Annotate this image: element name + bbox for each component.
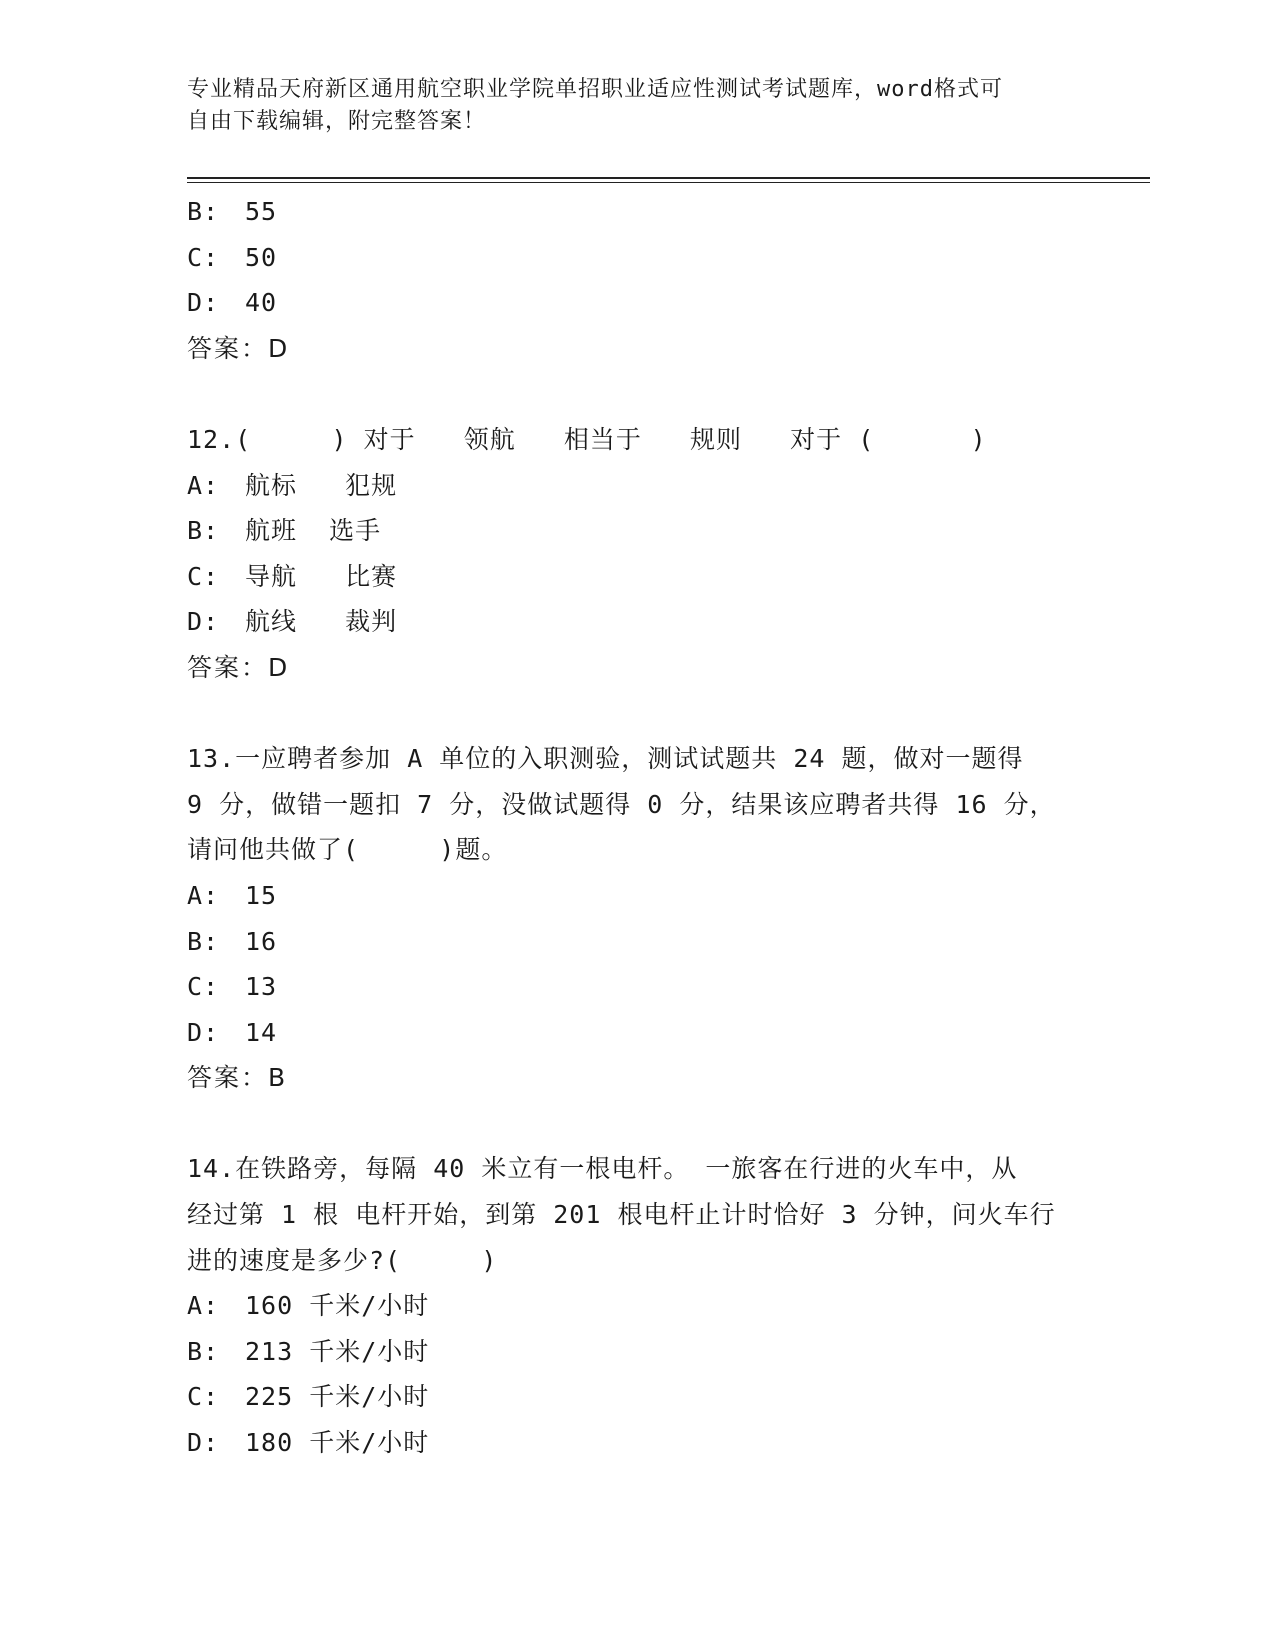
option-c [187, 1374, 1087, 1420]
option-letter: B: [187, 1336, 220, 1366]
option-letter: D: [187, 1428, 220, 1458]
option-text: 导航 比赛 [245, 561, 398, 591]
option-text: 航标 犯规 [245, 470, 398, 500]
question-stem-line-2: 9 分，做错一题扣 7 分，没做试题得 0 分，结果该应聘者共得 16 分， [187, 789, 1056, 819]
option-c [187, 554, 1087, 600]
question-12 [187, 417, 1087, 691]
question-14 [187, 1146, 1087, 1465]
option-letter: D: [187, 1017, 220, 1047]
option-text: 13 [245, 972, 278, 1002]
question-stem-line-2: 经过第 1 根 电杆开始，到第 201 根电杆止计时恰好 3 分钟，问火车行 [187, 1200, 1056, 1230]
spacer [187, 691, 1087, 737]
question-stem-line-1: 13.一应聘者参加 A 单位的入职测验，测试试题共 24 题，做对一题得 [187, 744, 1024, 774]
option-letter: D: [187, 288, 220, 318]
option-letter: C: [187, 242, 220, 272]
option-letter: C: [187, 561, 220, 591]
spacer [187, 1101, 1087, 1147]
document-header [187, 74, 1067, 138]
option-text: 55 [245, 197, 278, 226]
option-text: 225 千米/小时 [245, 1382, 430, 1412]
option-b [187, 189, 1087, 235]
header-rule-thick [187, 177, 1150, 179]
question-stem: 12.( ) 对于 领航 相当于 规则 对于 ( ) [187, 424, 987, 454]
option-letter: A: [187, 470, 220, 500]
option-b [187, 919, 1087, 965]
option-c [187, 235, 1087, 281]
document-body [187, 189, 1087, 1466]
option-b [187, 508, 1087, 554]
option-text: 160 千米/小时 [245, 1291, 430, 1321]
option-letter: A: [187, 880, 220, 910]
option-letter: C: [187, 972, 220, 1002]
option-d [187, 1420, 1087, 1466]
option-letter: B: [187, 926, 220, 956]
header-rule-thin [187, 182, 1150, 183]
question-11 [187, 189, 1087, 371]
option-b [187, 1329, 1087, 1375]
option-text: 16 [245, 926, 278, 956]
option-letter: C: [187, 1382, 220, 1412]
option-letter: A: [187, 1291, 220, 1321]
spacer [187, 371, 1087, 417]
option-d [187, 280, 1087, 326]
answer-line: 答案：D [187, 333, 290, 363]
option-text: 40 [245, 288, 278, 318]
question-stem-line-1: 14.在铁路旁，每隔 40 米立有一根电杆。 一旅客在行进的火车中，从 [187, 1154, 1018, 1184]
answer-line: 答案：B [187, 1063, 288, 1093]
option-text: 航线 裁判 [245, 607, 398, 637]
question-stem-line-3: 请问他共做了( )题。 [187, 835, 508, 865]
option-d [187, 599, 1087, 645]
option-text: 180 千米/小时 [245, 1428, 430, 1458]
answer-line: 答案：D [187, 652, 290, 682]
header-line-1: 专业精品天府新区通用航空职业学院单招职业适应性测试考试题库，word格式可 [187, 77, 1003, 102]
option-letter: B: [187, 197, 220, 226]
option-text: 航班 选手 [245, 516, 382, 546]
option-letter: B: [187, 516, 220, 546]
question-13 [187, 736, 1087, 1101]
option-text: 14 [245, 1017, 278, 1047]
option-a [187, 463, 1087, 509]
option-letter: D: [187, 607, 220, 637]
option-a [187, 1283, 1087, 1329]
option-c [187, 964, 1087, 1010]
question-stem-line-3: 进的速度是多少?( ) [187, 1245, 498, 1275]
option-text: 213 千米/小时 [245, 1336, 430, 1366]
header-line-2: 自由下载编辑，附完整答案！ [187, 109, 487, 134]
option-a [187, 873, 1087, 919]
option-d [187, 1010, 1087, 1056]
option-text: 15 [245, 880, 278, 910]
option-text: 50 [245, 242, 278, 272]
